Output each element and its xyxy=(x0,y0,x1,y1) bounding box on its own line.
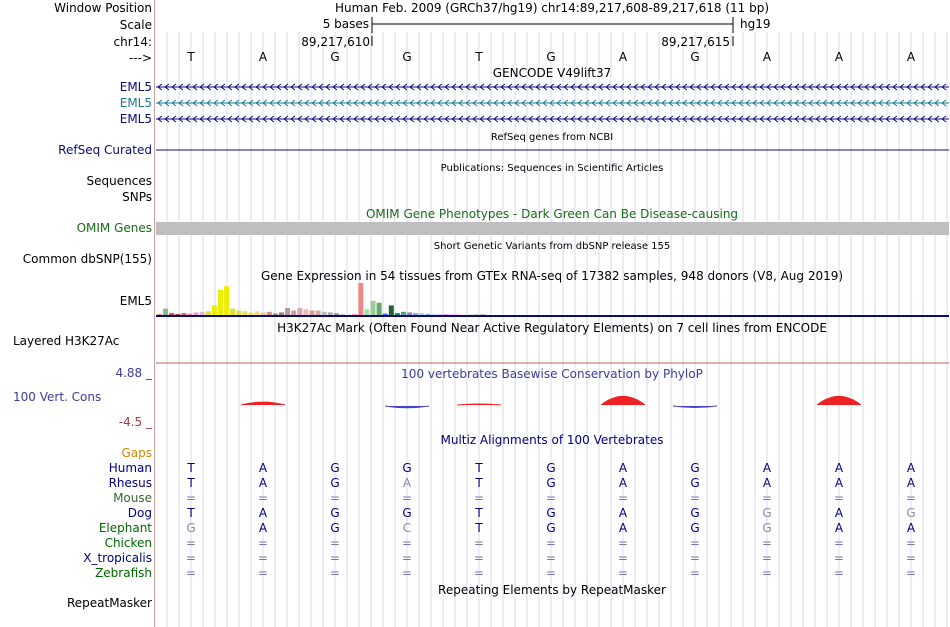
gtex-tissue-bar[interactable] xyxy=(462,314,467,315)
phylop-positive-mark xyxy=(457,404,501,405)
gtex-tissue-bar[interactable] xyxy=(230,309,235,315)
assembly-position-text: Human Feb. 2009 (GRCh37/hg19) chr14:89,217,608-89,217,618 (11 bp) xyxy=(334,1,770,15)
gtex-tissue-bar[interactable] xyxy=(432,314,437,315)
gtex-tissue-bar[interactable] xyxy=(194,312,199,315)
position-left: 89,217,610 xyxy=(301,35,370,49)
alignment-base: A xyxy=(762,461,772,475)
alignment-base: = xyxy=(473,566,485,580)
multiz-alignment[interactable] xyxy=(186,461,916,580)
alignment-base: = xyxy=(617,551,629,565)
track-label-snps[interactable]: SNPs xyxy=(122,190,152,204)
alignment-base: G xyxy=(330,521,340,535)
gtex-tissue-bar[interactable] xyxy=(358,283,363,315)
ruler-base: T xyxy=(187,50,195,64)
alignment-base: T xyxy=(475,506,483,520)
species-label-x-tropicalis[interactable]: X_tropicalis xyxy=(83,551,152,565)
multiz-title: Multiz Alignments of 100 Vertebrates xyxy=(440,433,664,447)
gtex-tissue-bar[interactable] xyxy=(200,312,205,315)
position-right: 89,217,615 xyxy=(661,35,730,49)
gtex-tissue-bar[interactable] xyxy=(169,313,174,315)
scale-bar xyxy=(323,17,771,33)
alignment-base: = xyxy=(545,536,557,550)
alignment-base: A xyxy=(762,476,772,490)
ruler-base: A xyxy=(618,50,628,64)
gtex-tissue-bar[interactable] xyxy=(273,313,278,315)
alignment-base: T xyxy=(475,521,483,535)
alignment-base: = xyxy=(833,491,845,505)
gtex-tissue-bar[interactable] xyxy=(474,314,479,315)
gtex-tissue-bar[interactable] xyxy=(456,314,461,315)
gtex-tissue-bar[interactable] xyxy=(163,309,168,315)
track-label-eml5-3[interactable]: EML5 xyxy=(119,112,152,126)
strand-label: ---> xyxy=(128,51,152,65)
phylop-negative-mark xyxy=(385,406,429,408)
alignment-base: A xyxy=(258,506,268,520)
species-label-human[interactable]: Human xyxy=(108,461,152,475)
gtex-tissue-bar[interactable] xyxy=(480,314,485,315)
alignment-base: G xyxy=(690,506,700,520)
alignment-base: A xyxy=(834,476,844,490)
gtex-tissue-bar[interactable] xyxy=(419,313,424,315)
alignment-base: A xyxy=(834,521,844,535)
base-sequence xyxy=(186,50,916,64)
dbsnp-title: Short Genetic Variants from dbSNP release 155 xyxy=(433,241,671,252)
omim-gene-bar[interactable] xyxy=(156,222,949,235)
alignment-base: = xyxy=(617,536,629,550)
gtex-tissue-bar[interactable] xyxy=(267,312,272,315)
track-label-omim-genes[interactable]: OMIM Genes xyxy=(76,221,152,235)
omim-title: OMIM Gene Phenotypes - Dark Green Can Be Disease-causing xyxy=(365,207,739,221)
alignment-base: A xyxy=(618,506,628,520)
alignment-base: = xyxy=(185,536,197,550)
ruler-base: A xyxy=(834,50,844,64)
species-label-rhesus[interactable]: Rhesus xyxy=(108,476,152,490)
alignment-base: = xyxy=(905,551,917,565)
gtex-bars[interactable] xyxy=(157,283,485,315)
alignment-base: = xyxy=(689,491,701,505)
alignment-base: A xyxy=(258,461,268,475)
phylop-positive-mark xyxy=(241,402,285,405)
track-label-common-dbsnp[interactable]: Common dbSNP(155) xyxy=(22,252,152,266)
gtex-tissue-bar[interactable] xyxy=(181,313,186,315)
gtex-tissue-bar[interactable] xyxy=(468,314,473,315)
gtex-tissue-bar[interactable] xyxy=(291,311,296,316)
gtex-tissue-bar[interactable] xyxy=(303,309,308,315)
ruler-base: G xyxy=(690,50,700,64)
gtex-tissue-bar[interactable] xyxy=(383,314,388,315)
gencode-title: GENCODE V49lift37 xyxy=(492,66,612,80)
alignment-base: = xyxy=(761,536,773,550)
track-label-gtex-eml5[interactable]: EML5 xyxy=(119,294,152,308)
gtex-tissue-bar[interactable] xyxy=(255,311,260,315)
track-label-layered-h3k27ac[interactable]: Layered H3K27Ac xyxy=(13,334,120,348)
gtex-title: Gene Expression in 54 tissues from GTEx RNA-seq of 17382 samples, 948 donors (V8, Aug 2019) xyxy=(260,269,844,283)
gtex-tissue-bar[interactable] xyxy=(413,313,418,315)
gtex-tissue-bar[interactable] xyxy=(377,303,382,315)
alignment-base: A xyxy=(906,461,916,475)
alignment-base: A xyxy=(618,476,628,490)
alignment-base: = xyxy=(473,551,485,565)
gtex-tissue-bar[interactable] xyxy=(322,312,327,315)
alignment-base: = xyxy=(329,551,341,565)
gtex-tissue-bar[interactable] xyxy=(389,305,394,315)
alignment-base: = xyxy=(329,491,341,505)
gtex-tissue-bar[interactable] xyxy=(444,314,449,315)
alignment-base: = xyxy=(473,536,485,550)
scale-db: hg19 xyxy=(740,17,771,31)
alignment-base: = xyxy=(473,491,485,505)
alignment-base: = xyxy=(257,536,269,550)
alignment-base: A xyxy=(906,521,916,535)
phylop-positive-mark xyxy=(817,396,861,405)
alignment-base: T xyxy=(187,506,195,520)
gtex-tissue-bar[interactable] xyxy=(242,311,247,315)
cons-max-value: 4.88 _ xyxy=(115,366,152,380)
alignment-base: G xyxy=(330,506,340,520)
refseq-title: RefSeq genes from NCBI xyxy=(490,132,614,143)
gtex-tissue-bar[interactable] xyxy=(340,314,345,315)
scale-text: 5 bases xyxy=(322,17,369,31)
alignment-base: A xyxy=(834,461,844,475)
gtex-tissue-bar[interactable] xyxy=(425,314,430,315)
alignment-base: A xyxy=(834,506,844,520)
alignment-base: G xyxy=(402,461,412,475)
alignment-base: = xyxy=(833,551,845,565)
alignment-base: G xyxy=(690,461,700,475)
alignment-base: = xyxy=(689,551,701,565)
alignment-base: = xyxy=(545,551,557,565)
scale-label: Scale xyxy=(119,18,152,32)
alignment-base: G xyxy=(546,476,556,490)
chrom-label: chr14: xyxy=(113,35,152,49)
gtex-tissue-bar[interactable] xyxy=(438,314,443,315)
alignment-base: T xyxy=(187,461,195,475)
gtex-tissue-bar[interactable] xyxy=(334,313,339,315)
phylop-title: 100 vertebrates Basewise Conservation by PhyloP xyxy=(401,367,703,381)
gtex-tissue-bar[interactable] xyxy=(328,312,333,315)
alignment-base: T xyxy=(475,476,483,490)
alignment-base: G xyxy=(402,506,412,520)
gtex-tissue-bar[interactable] xyxy=(395,313,400,315)
track-label-100-vert-cons[interactable]: 100 Vert. Cons xyxy=(13,390,102,404)
species-label-elephant[interactable]: Elephant xyxy=(98,521,152,535)
alignment-base: C xyxy=(402,521,412,535)
alignment-base: = xyxy=(905,491,917,505)
gtex-tissue-bar[interactable] xyxy=(157,314,162,315)
alignment-base: G xyxy=(546,506,556,520)
gtex-tissue-bar[interactable] xyxy=(310,311,315,316)
alignment-base: = xyxy=(545,566,557,580)
phylop-negative-mark xyxy=(673,406,717,407)
alignment-base: = xyxy=(401,491,413,505)
gtex-tissue-bar[interactable] xyxy=(188,314,193,315)
alignment-base: G xyxy=(906,506,916,520)
alignment-base: = xyxy=(257,551,269,565)
alignment-base: = xyxy=(761,551,773,565)
alignment-base: = xyxy=(617,491,629,505)
species-label-dog[interactable]: Dog xyxy=(127,506,152,520)
alignment-base: = xyxy=(689,536,701,550)
ruler-base: T xyxy=(475,50,483,64)
alignment-base: A xyxy=(906,476,916,490)
alignment-base: = xyxy=(689,566,701,580)
alignment-base: T xyxy=(187,476,195,490)
alignment-base: G xyxy=(546,521,556,535)
alignment-base: = xyxy=(329,536,341,550)
alignment-base: T xyxy=(475,461,483,475)
alignment-base: = xyxy=(401,551,413,565)
publications-title: Publications: Sequences in Scientific Articles xyxy=(440,163,664,174)
gtex-tissue-bar[interactable] xyxy=(346,314,351,315)
gtex-tissue-bar[interactable] xyxy=(371,301,376,315)
alignment-base: = xyxy=(617,566,629,580)
species-label-chicken[interactable]: Chicken xyxy=(104,536,152,550)
gtex-tissue-bar[interactable] xyxy=(224,286,229,315)
alignment-base: = xyxy=(905,566,917,580)
alignment-base: = xyxy=(833,566,845,580)
gtex-tissue-bar[interactable] xyxy=(249,312,254,315)
alignment-base: = xyxy=(401,536,413,550)
repeatmasker-title: Repeating Elements by RepeatMasker xyxy=(438,583,666,597)
gtex-tissue-bar[interactable] xyxy=(450,314,455,315)
gtex-tissue-bar[interactable] xyxy=(175,314,180,315)
ruler-base: A xyxy=(762,50,772,64)
gtex-tissue-bar[interactable] xyxy=(285,308,290,315)
gtex-tissue-bar[interactable] xyxy=(206,311,211,315)
ruler-base: A xyxy=(258,50,268,64)
ruler-base: G xyxy=(402,50,412,64)
alignment-base: = xyxy=(257,491,269,505)
gtex-tissue-bar[interactable] xyxy=(352,314,357,315)
gtex-tissue-bar[interactable] xyxy=(401,312,406,315)
alignment-base: A xyxy=(258,521,268,535)
ruler-base: G xyxy=(546,50,556,64)
gtex-tissue-bar[interactable] xyxy=(297,308,302,315)
alignment-base: G xyxy=(330,461,340,475)
alignment-base: = xyxy=(401,566,413,580)
phylop-positive-mark xyxy=(601,396,645,405)
ruler-base: G xyxy=(330,50,340,64)
alignment-base: = xyxy=(185,566,197,580)
alignment-base: = xyxy=(257,566,269,580)
alignment-base: = xyxy=(545,491,557,505)
alignment-base: = xyxy=(905,536,917,550)
gtex-tissue-bar[interactable] xyxy=(364,309,369,315)
gtex-tissue-bar[interactable] xyxy=(407,312,412,315)
gtex-tissue-bar[interactable] xyxy=(212,305,217,315)
alignment-base: A xyxy=(258,476,268,490)
ruler-base: A xyxy=(906,50,916,64)
track-label-sequences[interactable]: Sequences xyxy=(86,174,152,188)
alignment-base: G xyxy=(690,476,700,490)
alignment-base: A xyxy=(618,521,628,535)
alignment-base: = xyxy=(329,566,341,580)
species-label-mouse[interactable]: Mouse xyxy=(113,491,152,505)
alignment-base: = xyxy=(185,551,197,565)
track-label-repeatmasker[interactable]: RepeatMasker xyxy=(66,596,152,610)
gtex-tissue-bar[interactable] xyxy=(236,311,241,316)
gtex-tissue-bar[interactable] xyxy=(261,312,266,315)
gtex-tissue-bar[interactable] xyxy=(316,311,321,316)
alignment-base: = xyxy=(761,491,773,505)
alignment-base: G xyxy=(186,521,196,535)
window-position-label: Window Position xyxy=(54,1,152,15)
track-label-refseq-curated[interactable]: RefSeq Curated xyxy=(58,143,152,157)
cons-min-value: -4.5 _ xyxy=(118,415,152,429)
track-label-gaps[interactable]: Gaps xyxy=(121,446,152,460)
track-label-eml5-1[interactable]: EML5 xyxy=(119,80,152,94)
alignment-base: = xyxy=(833,536,845,550)
alignment-base: G xyxy=(762,521,772,535)
species-label-zebrafish[interactable]: Zebrafish xyxy=(95,566,152,580)
alignment-base: A xyxy=(618,461,628,475)
alignment-base: = xyxy=(185,491,197,505)
alignment-base: G xyxy=(330,476,340,490)
alignment-base: G xyxy=(690,521,700,535)
position-ticks xyxy=(301,35,733,49)
track-label-eml5-2[interactable]: EML5 xyxy=(119,96,152,110)
alignment-base: A xyxy=(402,476,412,490)
alignment-base: = xyxy=(761,566,773,580)
gtex-tissue-bar[interactable] xyxy=(279,312,284,315)
gtex-tissue-bar[interactable] xyxy=(218,290,223,315)
alignment-base: G xyxy=(762,506,772,520)
alignment-base: G xyxy=(546,461,556,475)
h3k27ac-title: H3K27Ac Mark (Often Found Near Active Regulatory Elements) on 7 cell lines from ENCODE xyxy=(277,321,827,335)
